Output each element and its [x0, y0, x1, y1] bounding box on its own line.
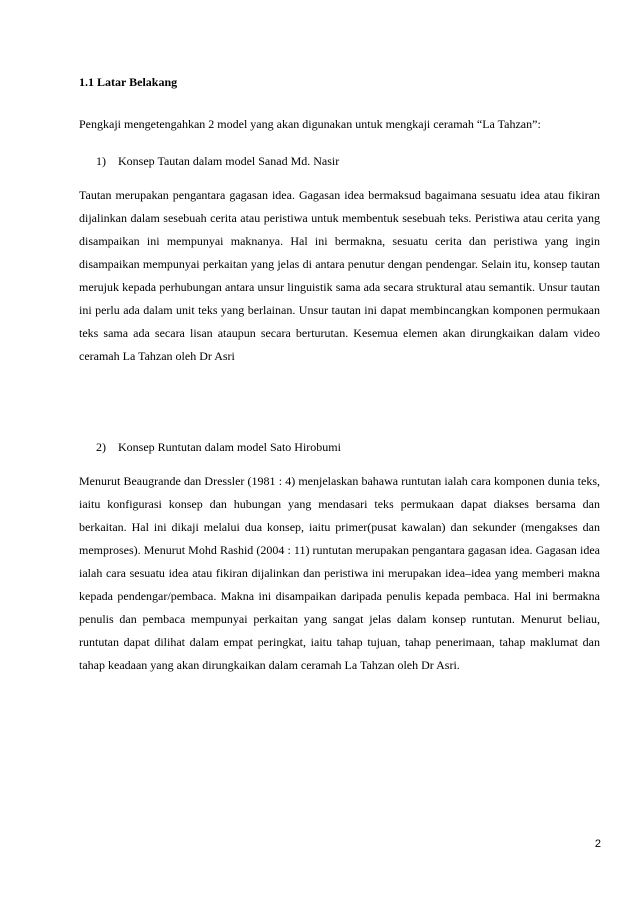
spacer: [79, 368, 600, 416]
list-item-title: Konsep Runtutan dalam model Sato Hirobumi: [118, 440, 341, 454]
page-number: 2: [594, 838, 601, 850]
intro-paragraph: Pengkaji mengetengahkan 2 model yang akan digunakan untuk mengkaji ceramah “La Tahzan”:: [79, 117, 541, 131]
list-item-number: 1): [96, 154, 106, 168]
list-item-tautan: [96, 154, 600, 169]
list-item-number: 2): [96, 440, 106, 454]
list-item-runtutan: [96, 440, 600, 455]
list-item-title: Konsep Tautan dalam model Sanad Md. Nasir: [118, 154, 340, 168]
section-heading: 1.1 Latar Belakang: [79, 75, 178, 89]
page-content: [79, 75, 600, 677]
body-paragraph-tautan: Tautan merupakan pengantara gagasan idea. Gagasan idea bermaksud bagaimana sesuatu idea atau fikiran dijalinkan dalam sesebuah cerita atau peristiwa untuk membentuk sesebuah teks. Peristiwa atau cerita yang disampaikan ini mempunyai maknanya. Hal ini bermakna, sesuatu cerita dan peristiwa yang ingin disampaikan mempunyai perkaitan yang jelas di antara penutur dengan pendengar. Selain itu, konsep tautan merujuk kepada perhubungan antara unsur linguistik sama ada secara struktural atau semantik. Unsur tautan ini perlu ada dalam unit teks yang berlainan. Unsur tautan ini dapat membincangkan komponen permukaan teks sama ada secara lisan ataupun secara berturutan. Kesemua elemen akan dirungkaikan dalam video ceramah La Tahzan oleh Dr Asri: [79, 188, 600, 363]
body-paragraph-runtutan: Menurut Beaugrande dan Dressler (1981 : 4) menjelaskan bahawa runtutan ialah cara komponen dunia teks, iaitu konfigurasi konsep dan hubungan yang mendasari teks permukaan dapat diakses bersama dan berkaitan. Hal ini dikaji melalui dua konsep, iaitu primer(pusat kawalan) dan sekunder (mengakses dan memproses). Menurut Mohd Rashid (2004 : 11) runtutan merupakan pengantara gagasan idea. Gagasan idea ialah cara sesuatu idea atau fikiran dijalinkan dan peristiwa ini merupakan idea–idea yang memberi makna kepada pendengar/pembaca. Makna ini disampaikan daripada penulis kepada pembaca. Hal ini bermakna penulis dan pembaca mempunyai perkaitan yang sangat jelas dalam konsep runtutan. Menurut beliau, runtutan dapat dilihat dalam empat peringkat, iaitu tahap tujuan, tahap penerimaan, tahap maklumat dan tahap keadaan yang akan dirungkaikan dalam ceramah La Tahzan oleh Dr Asri.: [79, 474, 600, 672]
